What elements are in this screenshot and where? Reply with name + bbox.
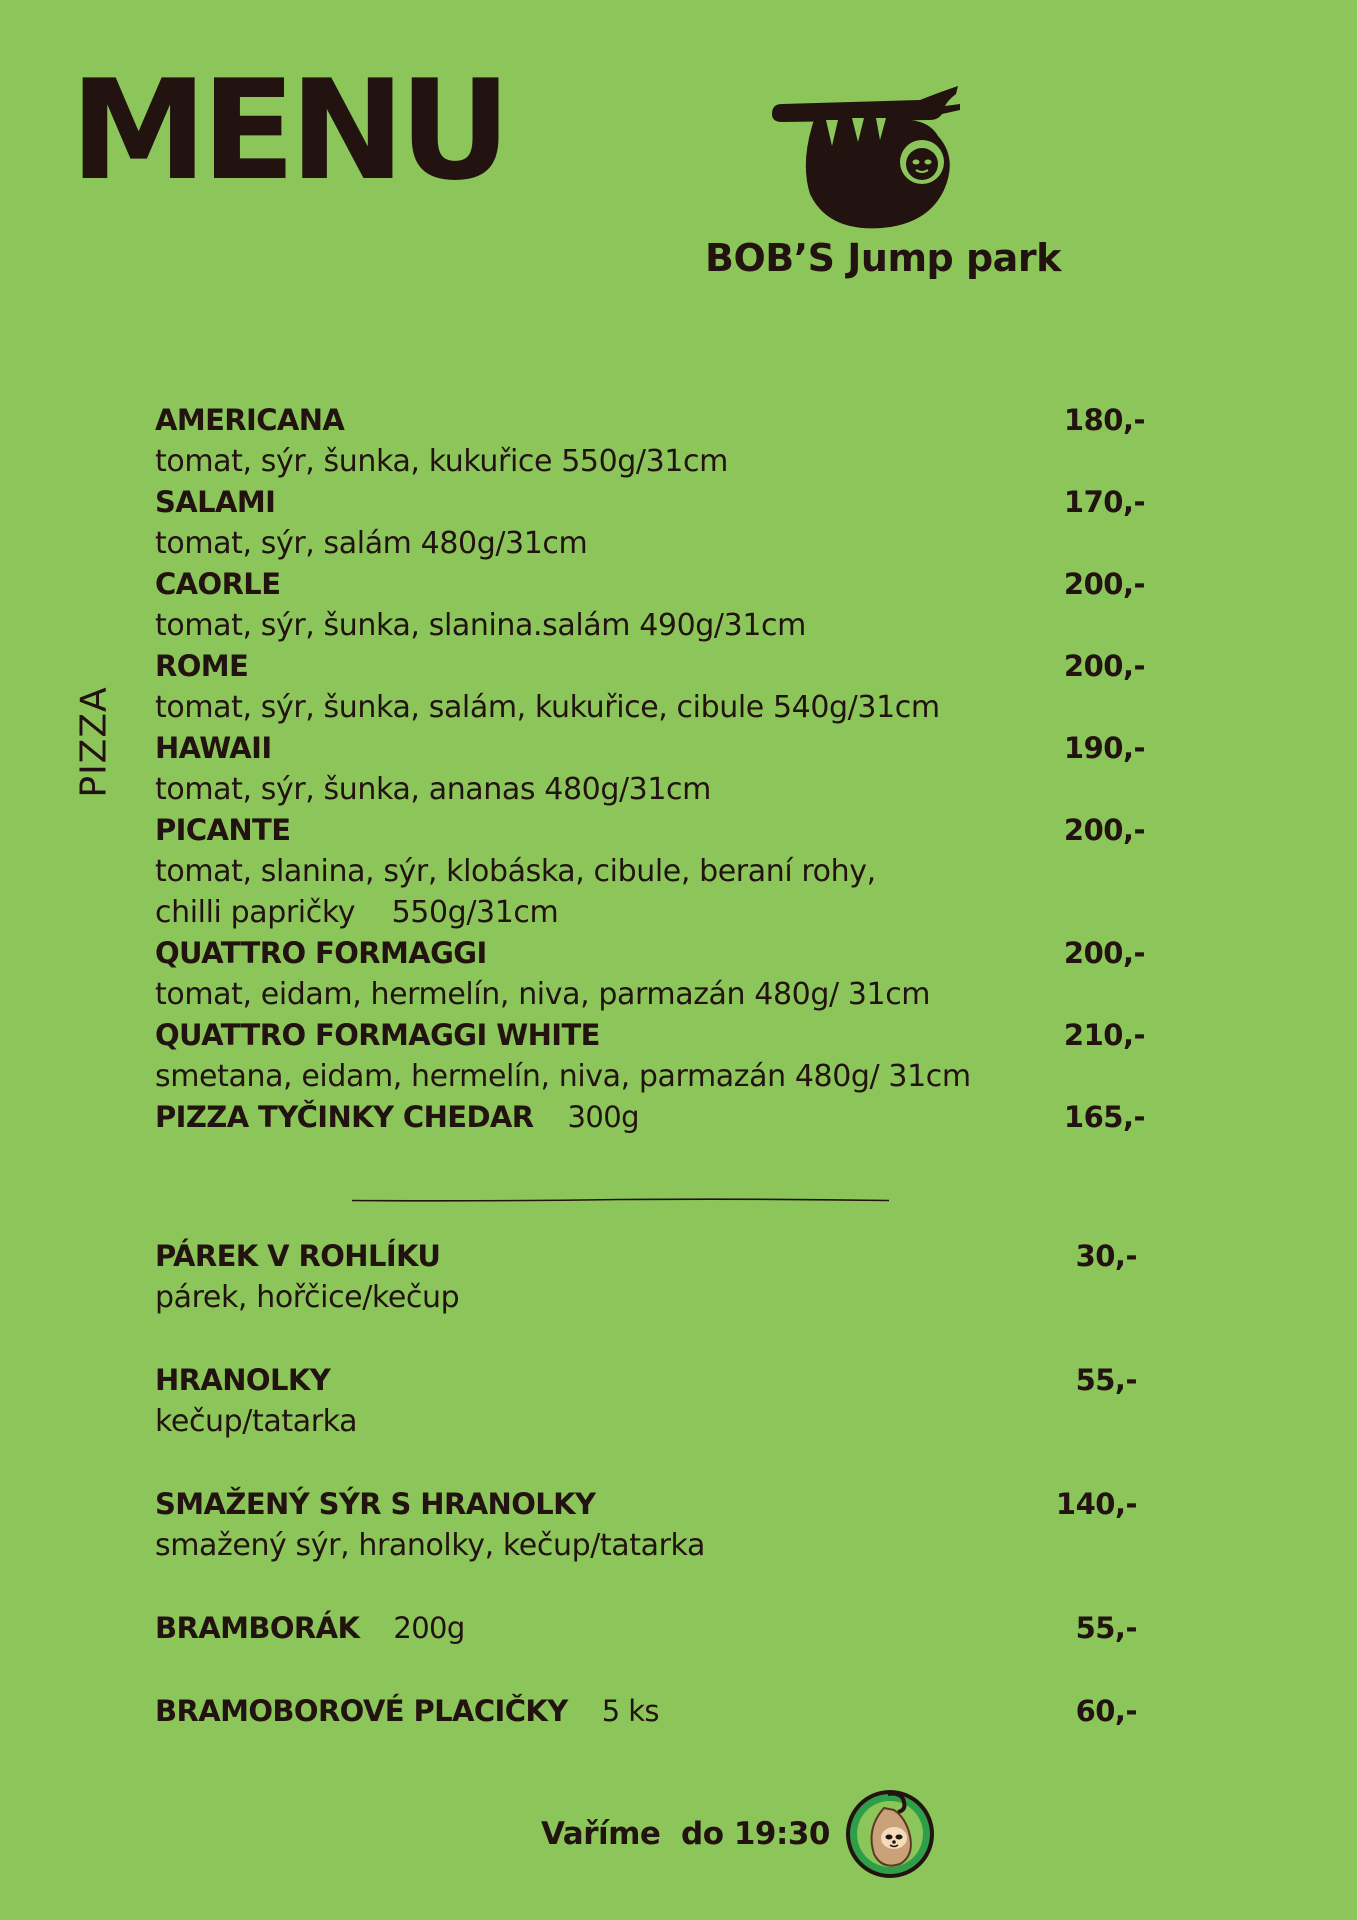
item-name: SALAMI [155,485,276,519]
item-name-text: BRAMOBOROVÉ PLACIČKY [155,1694,568,1728]
item-description: tomat, slanina, sýr, klobáska, cibule, beraní rohy, [155,854,876,889]
item-description: tomat, sýr, šunka, kukuřice 550g/31cm [155,444,728,479]
item-name: QUATTRO FORMAGGI [155,936,487,970]
item-price: 60,- [1075,1694,1137,1728]
item-price: 210,- [1063,1018,1145,1052]
menu-item [155,400,1145,482]
item-price: 190,- [1063,731,1145,765]
item-name: PICANTE [155,813,291,847]
section-label-pizza: PIZZA [73,686,115,798]
item-description: smažený sýr, hranolky, kečup/tatarka [155,1528,705,1563]
menu-item [155,646,1145,728]
item-name: SMAŽENÝ SÝR S HRANOLKY [155,1487,596,1521]
item-price: 55,- [1075,1363,1137,1397]
item-price: 55,- [1075,1611,1137,1645]
item-name [155,1608,1137,1649]
item-description-continued: chilli papričky 550g/31cm [155,895,559,930]
item-name: AMERICANA [155,403,345,437]
menu-item [155,564,1145,646]
pizza-list [155,400,1145,1138]
item-price: 165,- [1063,1100,1145,1134]
item-description: tomat, sýr, šunka, slanina.salám 490g/31cm [155,608,806,643]
item-description: tomat, sýr, šunka, ananas 480g/31cm [155,772,711,807]
item-amount: 5 ks [601,1694,659,1728]
menu-item [155,1015,1145,1097]
item-price: 30,- [1075,1239,1137,1273]
item-name: HRANOLKY [155,1363,331,1397]
item-name: QUATTRO FORMAGGI WHITE [155,1018,600,1052]
item-price: 200,- [1063,567,1145,601]
menu-item [155,933,1145,1015]
item-name: CAORLE [155,567,281,601]
item-name-text: PIZZA TYČINKY CHEDAR [155,1100,534,1134]
menu-item [155,1097,1145,1138]
footer [0,1788,1357,1880]
item-description: tomat, sýr, salám 480g/31cm [155,526,588,561]
item-description: párek, hořčice/kečup [155,1280,460,1315]
cooking-hours-text: Vaříme do 19:30 [541,1816,830,1852]
item-description: kečup/tatarka [155,1404,358,1439]
snack-list [155,1236,1137,1774]
menu-item [155,1236,1137,1318]
item-price: 200,- [1063,813,1145,847]
item-amount: 300g [567,1100,639,1134]
item-description: tomat, eidam, hermelín, niva, parmazán 480g/ 31cm [155,977,931,1012]
item-name: HAWAII [155,731,272,765]
menu-item [155,810,1145,933]
item-price: 200,- [1063,649,1145,683]
menu-title: MENU [70,50,506,211]
item-price: 170,- [1063,485,1145,519]
menu-item [155,1608,1137,1649]
item-description: tomat, sýr, šunka, salám, kukuřice, cibule 540g/31cm [155,690,940,725]
item-name [155,1097,1145,1138]
menu-item [155,482,1145,564]
brand-name: BOB’S Jump park [705,236,1061,280]
item-name: ROME [155,649,249,683]
item-price: 140,- [1055,1487,1137,1521]
menu-item [155,1691,1137,1732]
item-description: smetana, eidam, hermelín, niva, parmazán 480g/ 31cm [155,1059,971,1094]
item-amount: 200g [393,1611,465,1645]
item-name: PÁREK V ROHLÍKU [155,1239,441,1273]
item-price: 200,- [1063,936,1145,970]
section-divider [352,1198,889,1202]
item-name [155,1691,1137,1732]
menu-item [155,1360,1137,1442]
menu-item [155,1484,1137,1566]
item-name-text: BRAMBORÁK [155,1611,360,1645]
sloth-badge-icon [844,1788,936,1880]
sloth-icon [770,82,982,232]
menu-item [155,728,1145,810]
item-price: 180,- [1063,403,1145,437]
